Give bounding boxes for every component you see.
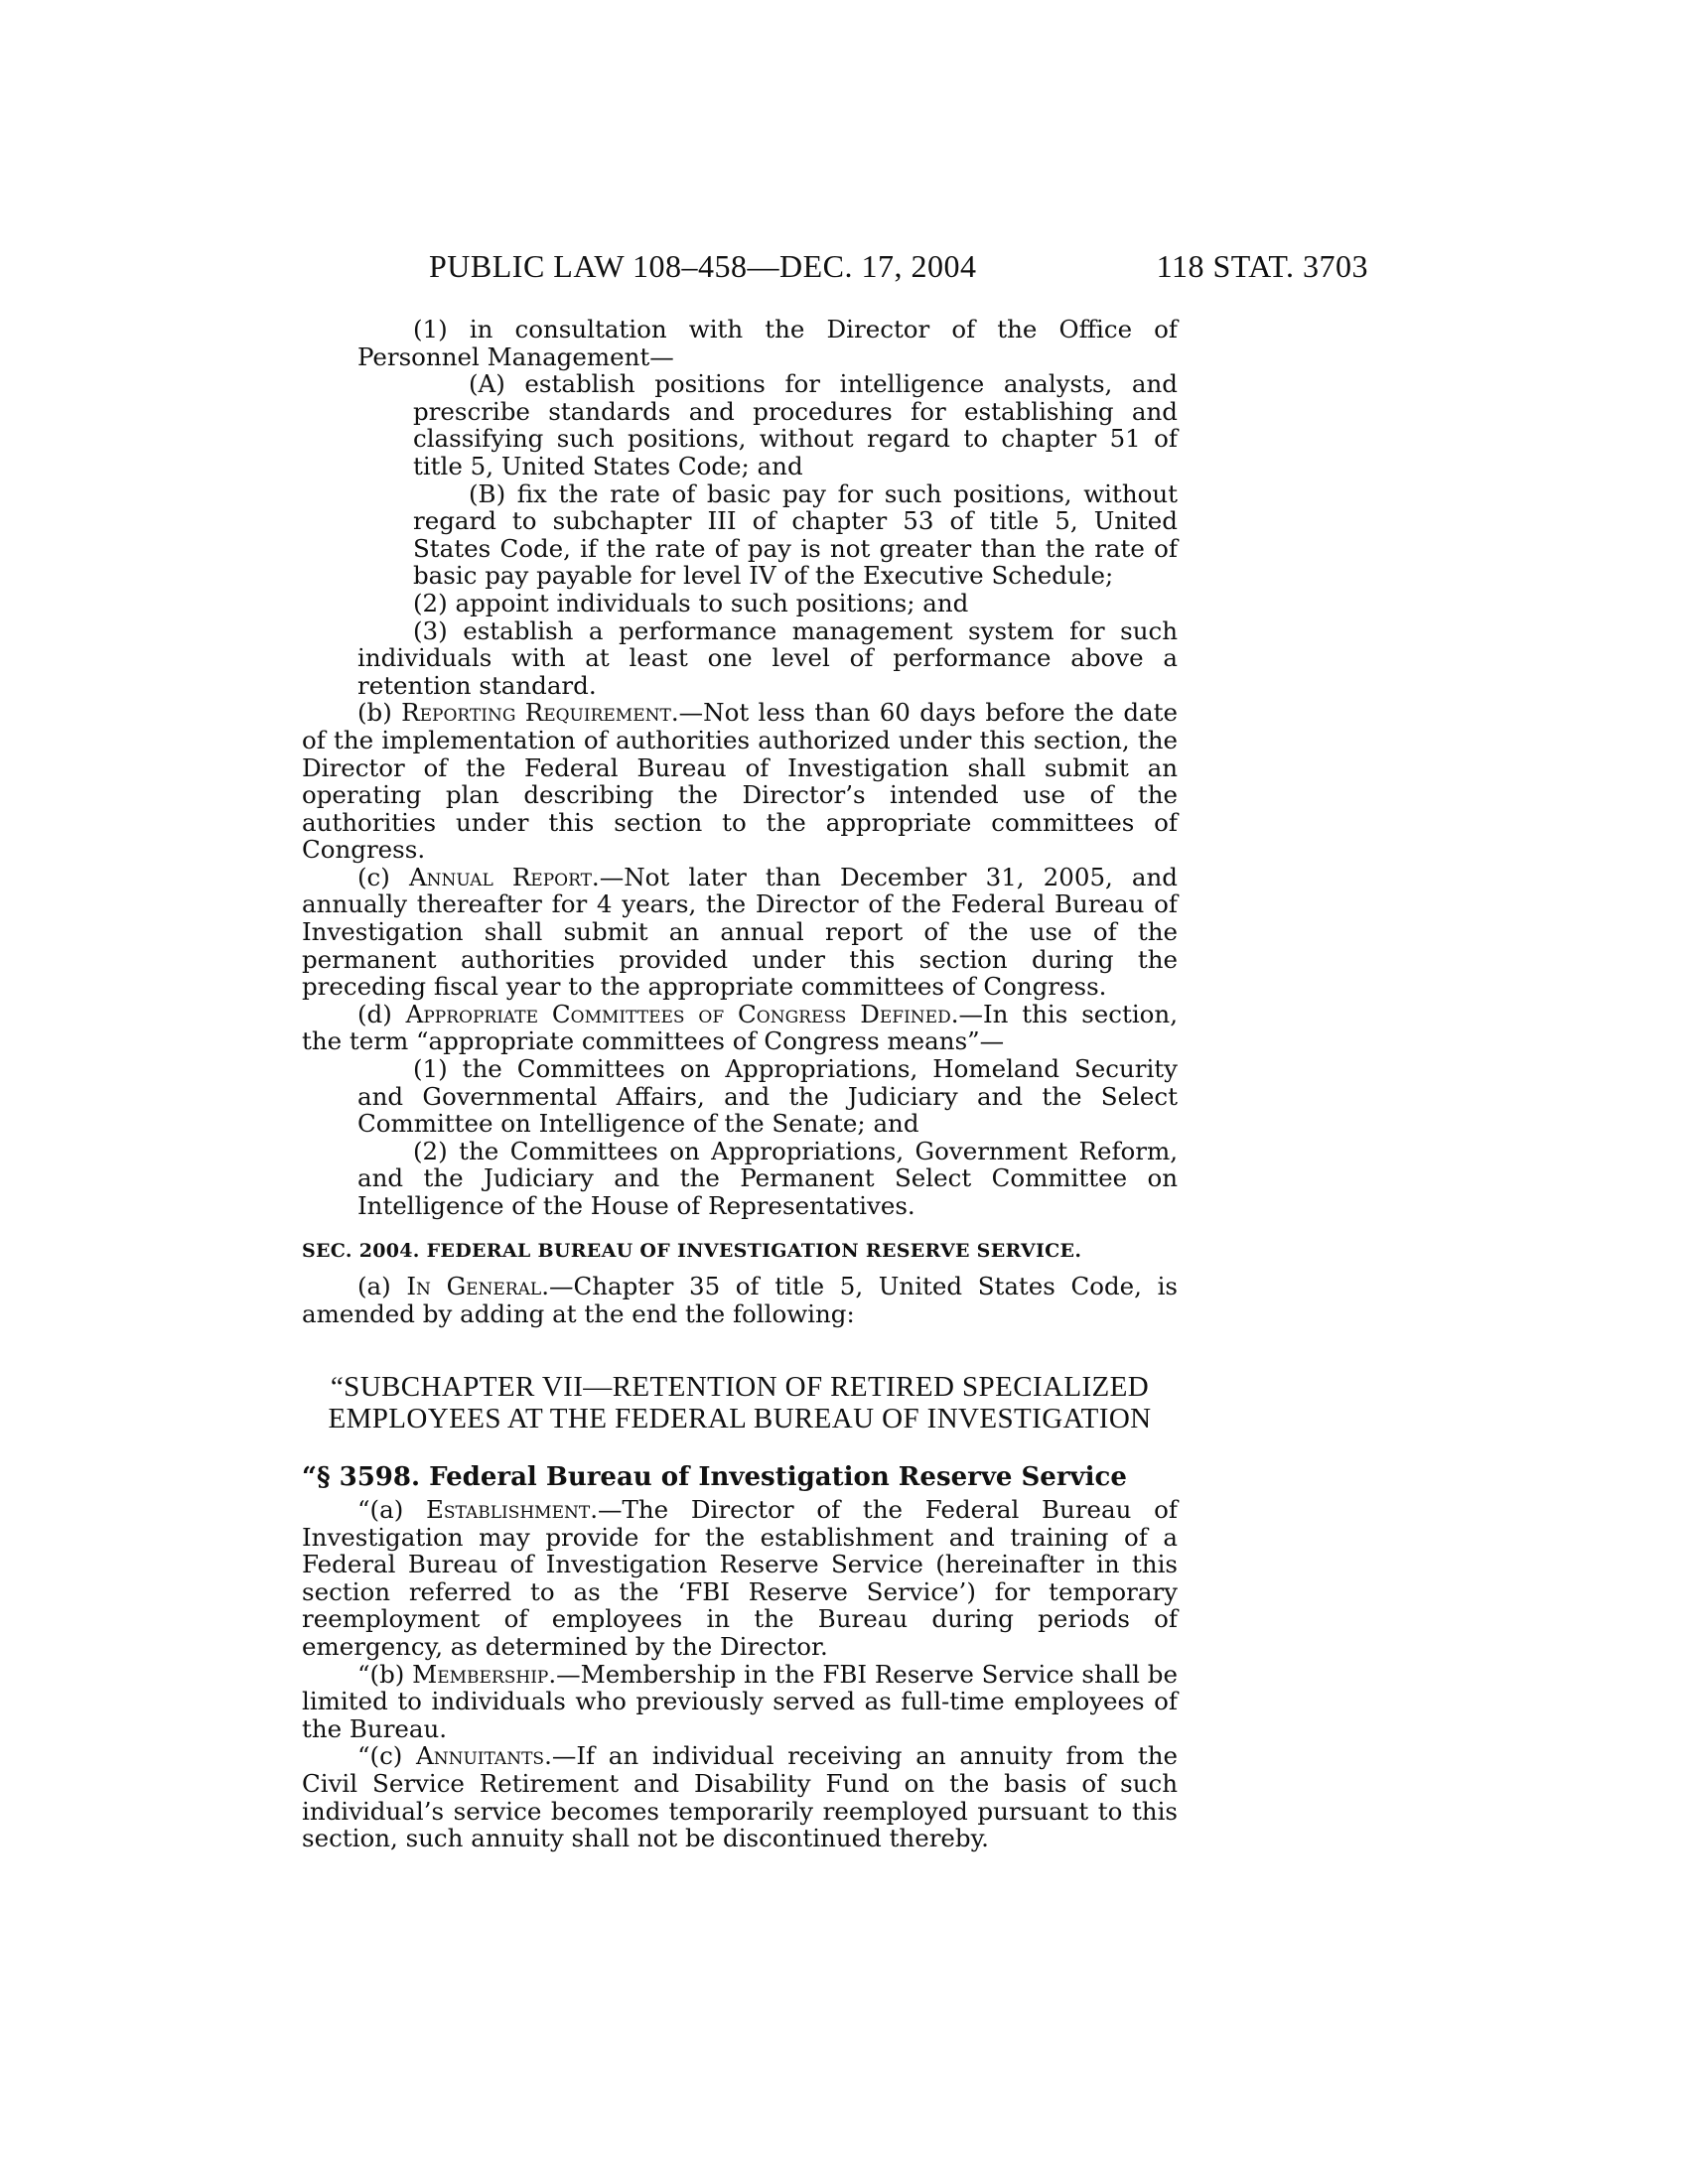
section-3598-a-heading: Establishment [426, 1494, 591, 1524]
subsection-c [302, 864, 1178, 1001]
section-3598-a-label: “(a) [357, 1494, 426, 1524]
paragraph-a-1: (1) in consultation with the Director of the Office of Personnel Management— [357, 315, 1178, 371]
subsection-b-label: (b) [357, 698, 402, 728]
subchapter-heading [302, 1371, 1178, 1434]
subsection-d-text: .—In this section, the term “appropriate committees of Congress means”— [302, 999, 1178, 1056]
section-3598-b-heading: Membership [412, 1659, 549, 1689]
subchapter-heading-line-1: “SUBCHAPTER VII—RETENTION OF RETIRED SPECIALIZED [330, 1371, 1150, 1404]
paragraph-a-3: (3) establish a performance management system for such individuals with at least one level of performance above a retention standard. [357, 615, 1178, 700]
section-3598-b-text: .—Membership in the FBI Reserve Service shall be limited to individuals who previously served as full-time employees of the Bureau. [302, 1659, 1178, 1743]
subsection-d-label: (d) [357, 999, 406, 1028]
section-3598-c-label: “(c) [357, 1741, 417, 1771]
section-heading: SEC. 2004. FEDERAL BUREAU OF INVESTIGATION RESERVE SERVICE. [302, 1239, 1082, 1262]
section-3598-subsection-a [302, 1496, 1178, 1661]
subsection-c-heading: Annual Report [408, 862, 592, 891]
section-3598-subsection-c [302, 1742, 1178, 1851]
running-head: PUBLIC LAW 108–458—DEC. 17, 2004 [429, 248, 977, 284]
section-3598-a-text: .—The Director of the Federal Bureau of Investigation may provide for the establishment and training of a Federal Bureau of Investigation Reserve Service (hereinafter in this section referred to as the ‘FBI Reserve Service’) for temporary reemployment of employees in the Bureau during periods of emergency, as determined by the Director. [302, 1494, 1178, 1661]
section-3598-subsection-b [302, 1661, 1178, 1743]
subsection-b-text: .—Not less than 60 days before the date of the implementation of authorities authorized under this section, the Director of the Federal Bureau of Investigation shall submit an operating plan describing the Director’s intended use of the authorities under this section to the appropriate committees of Congress. [302, 698, 1178, 865]
subsection-d [302, 1001, 1178, 1055]
subsection-b-heading: Reporting Requirement [401, 698, 671, 728]
section-2004-a-text: .—Chapter 35 of title 5, United States Code, is amended by adding at the end the following: [302, 1272, 1179, 1328]
paragraph-d-2: (2) the Committees on Appropriations, Government Reform, and the Judiciary and the Permanent Select Committee on Intelligence of the House of Representatives. [357, 1136, 1178, 1220]
section-3598-c-heading: Annuitants [416, 1741, 545, 1771]
statute-page-reference: 118 STAT. 3703 [1156, 248, 1368, 284]
subsection-c-text: .—Not later than December 31, 2005, and annually thereafter for 4 years, the Director of the Federal Bureau of Investigation shall submit an annual report of the use of the permanent authorities provided under this section during the preceding fiscal year to the appropriate committees of Congress. [302, 862, 1178, 1002]
paragraph-d-1: (1) the Committees on Appropriations, Homeland Security and Governmental Affairs, and the Judiciary and the Select Committee on Intelligence of the Senate; and [357, 1054, 1178, 1139]
subsection-d-heading: Appropriate Committees of Congress Defined [405, 999, 951, 1028]
paragraph-a-1-B: (B) fix the rate of basic pay for such positions, without regard to subchapter III of chapter 53 of title 5, United States Code, if the rate of pay is not greater than the rate of basic pay payable for level IV of the Executive Schedule; [413, 478, 1178, 591]
section-2004-subsection-a [302, 1273, 1178, 1327]
page-header [429, 248, 1368, 288]
subsection-b [302, 699, 1178, 864]
section-3598-c-text: .—If an individual receiving an annuity from the Civil Service Retirement and Disability Fund on the basis of such individual’s service becomes temporarily reemployed pursuant to this section, such annuity shall not be discontinued thereby. [302, 1741, 1178, 1853]
paragraph-a-2: (2) appoint individuals to such positions; and [413, 588, 969, 617]
section-3598-title: “§ 3598. Federal Bureau of Investigation Reserve Service [302, 1462, 1127, 1493]
section-3598-b-label: “(b) [357, 1659, 413, 1689]
subsection-c-label: (c) [357, 862, 409, 891]
paragraph-a-1-A: (A) establish positions for intelligence analysts, and prescribe standards and procedures for establishing and classifying such positions, without regard to chapter 51 of title 5, United States Code; and [413, 369, 1178, 480]
document-body [302, 316, 1178, 1852]
subchapter-heading-line-2: EMPLOYEES AT THE FEDERAL BUREAU OF INVESTIGATION [328, 1403, 1152, 1435]
section-2004-a-heading: In General [406, 1272, 542, 1301]
section-2004-a-label: (a) [357, 1272, 407, 1301]
